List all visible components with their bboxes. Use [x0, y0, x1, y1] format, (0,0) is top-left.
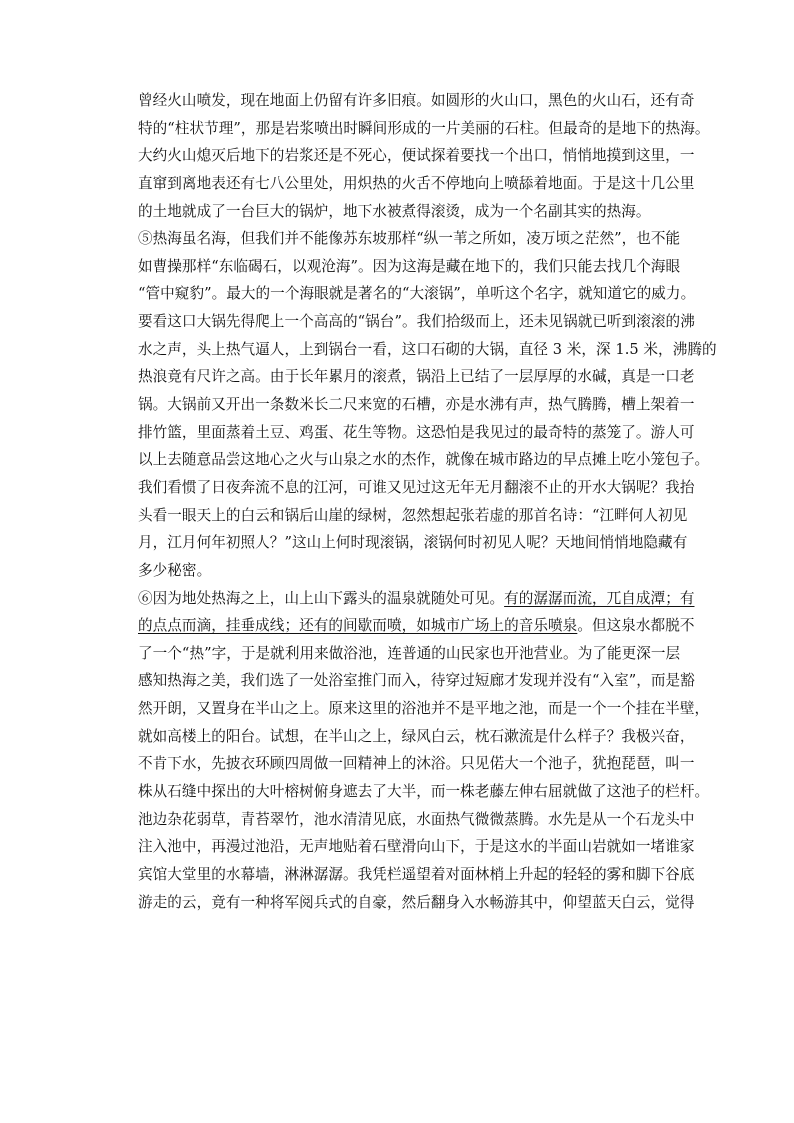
text-line: 不肯下水，先披衣环顾四周做一回精神上的沐浴。只见偌大一个池子，犹抱琵琶，叫一 — [138, 755, 695, 773]
text-segment: 。但这泉水都脱不 — [577, 617, 695, 635]
text-line: 的土地就成了一台巨大的锅炉，地下水被煮得滚烫，成为一个名副其实的热海。 — [138, 202, 651, 220]
text-line: 游走的云，竟有一种将军阅兵式的自豪，然后翻身入水畅游其中，仰望蓝天白云，觉得 — [138, 893, 695, 911]
text-line: 宾馆大堂里的水幕墙，淋淋潺潺。我凭栏遥望着对面林梢上升起的轻轻的雾和脚下谷底 — [138, 865, 695, 883]
underlined-sentence: 有的潺潺而流，兀自成潭；有 — [504, 589, 695, 607]
text-line: 曾经火山喷发，现在地面上仍留有许多旧痕。如圆形的火山口，黑色的火山石，还有奇 — [138, 92, 695, 109]
text-line: 大约火山熄灭后地下的岩浆还是不死心，便试探着要找一个出口，悄悄地摸到这里，一 — [138, 147, 695, 165]
text-line: 注入池中，再漫过池沿，无声地贴着石壁滑向山下，于是这水的半面山岩就如一堵谁家 — [138, 838, 695, 856]
text-line: 排竹篮，里面蒸着土豆、鸡蛋、花生等物。这恐怕是我见过的最奇特的蒸笼了。游人可 — [138, 423, 695, 441]
text-line: 水之声，头上热气逼人，上到锅台一看，这口石砌的大锅，直径 3 米，深 1.5 米，沸腾的 — [138, 340, 717, 358]
text-line: 头看一眼天上的白云和锅后山崖的绿树，忽然想起张若虚的那首名诗：“江畔何人初见 — [138, 506, 688, 524]
text-line: 热浪竟有尺许之高。由于长年累月的滚煮，锅沿上已结了一层厚厚的水碱，真是一口老 — [138, 368, 695, 386]
text-line: 株从石缝中探出的大叶榕树俯身遮去了大半，而一株老藤左伸右屈就做了这池子的栏杆。 — [138, 783, 710, 801]
text-segment: ⑥因为地处热海之上，山上山下露头的温泉就随处可见。 — [138, 589, 505, 607]
text-line: 然开朗，又置身在半山之上。原来这里的浴池并不是平地之池，而是一个一个挂在半壁， — [138, 700, 710, 718]
text-line: 如曹操那样“东临碣石，以观沧海”。因为这海是藏在地下的，我们只能去找几个海眼 — [138, 257, 681, 275]
text-line — [138, 585, 695, 613]
text-line: “管中窥豹”。最大的一个海眼就是著名的“大滚锅”，单听这个名字，就知道它的威力。 — [138, 285, 696, 303]
text-line: 特的“柱状节理”，那是岩浆喷出时瞬间形成的一片美丽的石柱。但最奇的是地下的热海。 — [138, 119, 710, 137]
text-line: 我们看惯了日夜奔流不息的江河，可谁又见过这无年无月翻滚不止的开水大锅呢？我抬 — [138, 478, 695, 496]
text-line: 多少秘密。 — [138, 561, 212, 579]
text-line — [138, 612, 695, 640]
text-line: 月，江月何年初照人？”这山上何时现滚锅，滚锅何时初见人呢？天地间悄悄地隐藏有 — [138, 534, 688, 552]
text-line: 了一个“热”字，于是就利用来做浴池，连普通的山民家也开池营业。为了能更深一层 — [138, 644, 681, 662]
text-line: 感知热海之美，我们选了一处浴室推门而入，待穿过短廊才发现并没有“入室”，而是豁 — [138, 672, 695, 690]
text-line: 锅。大锅前又开出一条数米长二尺来宽的石槽，亦是水沸有声，热气腾腾，槽上架着一 — [138, 396, 695, 414]
text-line: 以上去随意品尝这地心之火与山泉之水的杰作，就像在城市路边的早点摊上吃小笼包子。 — [138, 451, 710, 469]
text-line: 就如高楼上的阳台。试想，在半山之上，绿风白云，枕石漱流是什么样子？我极兴奋， — [138, 727, 695, 745]
text-line: 直窜到离地表还有七八公里处，用炽热的火舌不停地向上喷舔着地面。于是这十几公里 — [138, 174, 695, 192]
text-line: ⑤热海虽名海，但我们并不能像苏东坡那样“纵一苇之所如，凌万顷之茫然”，也不能 — [138, 230, 681, 248]
text-line: 要看这口大锅先得爬上一个高高的“锅台”。我们拾级而上，还未见锅就已听到滚滚的沸 — [138, 313, 695, 331]
essay-text — [138, 87, 717, 916]
text-line: 池边杂花弱草，青苔翠竹，池水清清见底，水面热气微微蒸腾。水先是从一个石龙头中 — [138, 810, 695, 828]
underlined-sentence: 的点点而滴，挂垂成线；还有的间歇而喷，如城市广场上的音乐喷泉 — [138, 617, 578, 635]
